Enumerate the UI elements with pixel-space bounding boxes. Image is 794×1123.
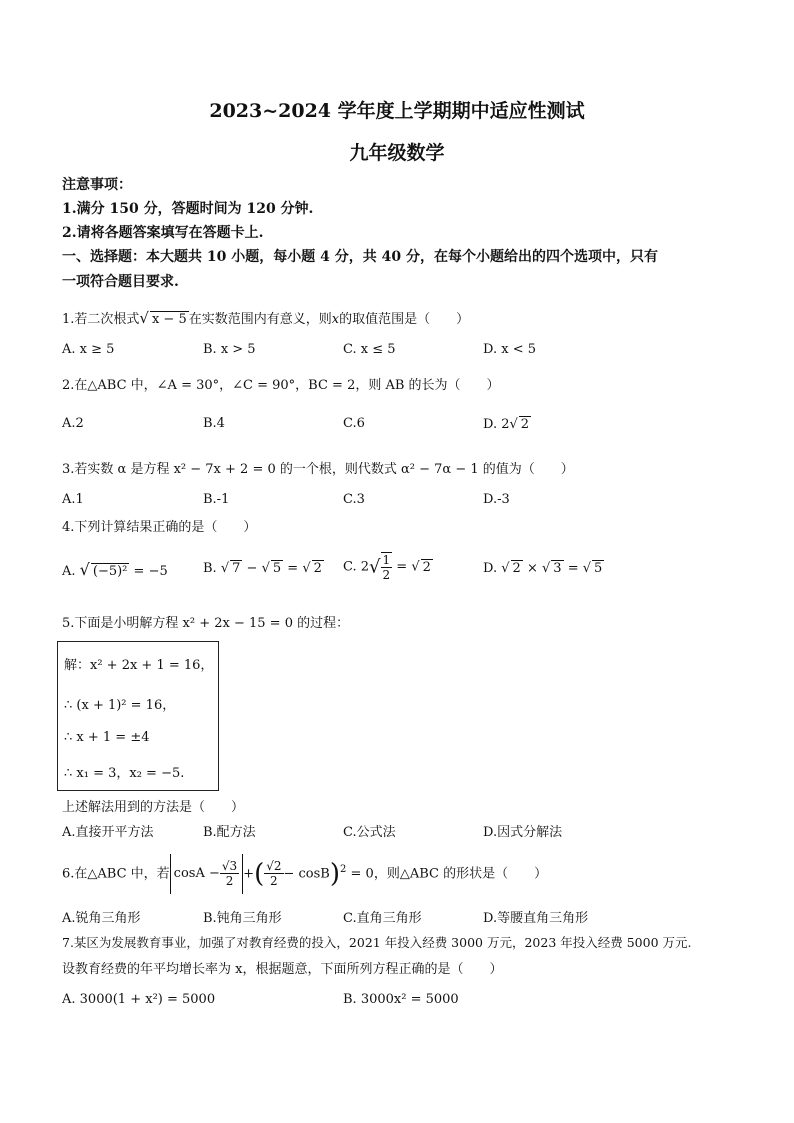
question-5-prompt: 上述解法用到的方法是（ ） [62, 800, 245, 815]
solution-box [57, 641, 219, 791]
q1-option-a: A. x ≥ 5 [62, 342, 115, 357]
question-6: 6.在△ABC 中，若 cosA − $\frac{√3}{2}$ +( $\frac{√2}{2}$ − cosB)$^2$ = 0，则△ABC 的形状是（ ） [62, 850, 547, 894]
solution-step-4: ∴ x₁ = 3，x₂ = −5. [64, 766, 185, 781]
notice-heading: 注意事项： [62, 177, 132, 193]
section-heading-line2: 一项符合题目要求. [62, 274, 179, 290]
q4-option-b: B. √ 7 − √ 5 = √ 2 [203, 561, 322, 576]
question-1: 1.若二次根式√ x − 5 在实数范围内有意义，则x的取值范围是（ ） [62, 309, 470, 327]
q4-option-a: A. √ (−5)² = −5 [62, 560, 168, 579]
question-5: 5.下面是小明解方程 x² + 2x − 15 = 0 的过程： [62, 616, 350, 631]
q5-option-a: A.直接开平方法 [62, 825, 154, 840]
question-7-line2: 设教育经费的年平均增长率为 x，根据题意，下面所列方程正确的是（ ） [62, 962, 503, 977]
q3-option-a: A.1 [62, 492, 84, 507]
question-2: 2.在△ABC 中，∠A = 30°，∠C = 90°，BC = 2，则 AB 的长为（ ） [62, 378, 500, 393]
q3-option-b: B.-1 [203, 492, 230, 507]
q6-option-c: C.直角三角形 [343, 911, 422, 926]
abs-expression: cosA − $\frac{√3}{2}$ [170, 854, 243, 894]
q2-option-b: B.4 [203, 416, 225, 431]
q5-option-d: D.因式分解法 [483, 825, 563, 840]
question-4: 4.下列计算结果正确的是（ ） [62, 520, 257, 535]
solution-step-2: ∴ (x + 1)² = 16， [64, 698, 176, 713]
q1-pre: 1.若二次根式 [62, 312, 140, 327]
q4-option-d: D. √ 2 × √ 3 = √ 5 [483, 561, 603, 576]
question-3: 3.若实数 α 是方程 x² − 7x + 2 = 0 的一个根，则代数式 α² − 7α − 1 的值为（ ） [62, 462, 574, 477]
q4-option-c: C. 2√ $\frac{1}{2}$ = √ 2 [343, 553, 431, 582]
notice-item-1: 1.满分 150 分，答题时间为 120 分钟. [62, 201, 314, 217]
q1-post: 在实数范围内有意义，则 [188, 312, 332, 327]
q7-option-b: B. 3000x² = 5000 [343, 992, 459, 1007]
section-heading-line1: 一、选择题：本大题共 10 小题，每小题 4 分，共 40 分，在每个小题给出的四个选项中，只有 [62, 249, 658, 265]
q2-option-d: D. 2√ 2 [483, 417, 530, 432]
exam-subtitle: 九年级数学 [349, 142, 445, 164]
q1-radicand: x − 5 [151, 312, 187, 327]
solution-step-3: ∴ x + 1 = ±4 [64, 730, 150, 745]
q6-option-a: A.锐角三角形 [62, 911, 141, 926]
q1-tail: 的取值范围是（ ） [339, 312, 470, 327]
q2-option-c: C.6 [343, 416, 365, 431]
q2-option-a: A.2 [62, 416, 84, 431]
q3-option-d: D.-3 [483, 492, 510, 507]
q1-option-c: C. x ≤ 5 [343, 342, 396, 357]
q5-option-c: C.公式法 [343, 825, 396, 840]
q7-option-a: A. 3000(1 + x²) = 5000 [62, 992, 216, 1007]
exam-title: 2023~2024 学年度上学期期中适应性测试 [209, 100, 585, 122]
q6-option-d: D.等腰直角三角形 [483, 911, 589, 926]
solution-step-1: 解：x² + 2x + 1 = 16， [64, 658, 214, 673]
q3-option-c: C.3 [343, 492, 365, 507]
notice-item-2: 2.请将各题答案填写在答题卡上. [62, 225, 264, 241]
q1-option-b: B. x > 5 [203, 342, 256, 357]
question-7-line1: 7.某区为发展教育事业，加强了对教育经费的投入，2021 年投入经费 3000 万元，2023 年投入经费 5000 万元. [62, 935, 692, 950]
q1-option-d: D. x < 5 [483, 342, 536, 357]
q5-option-b: B.配方法 [203, 825, 256, 840]
q1-var: x [331, 312, 340, 327]
q6-option-b: B.钝角三角形 [203, 911, 282, 926]
